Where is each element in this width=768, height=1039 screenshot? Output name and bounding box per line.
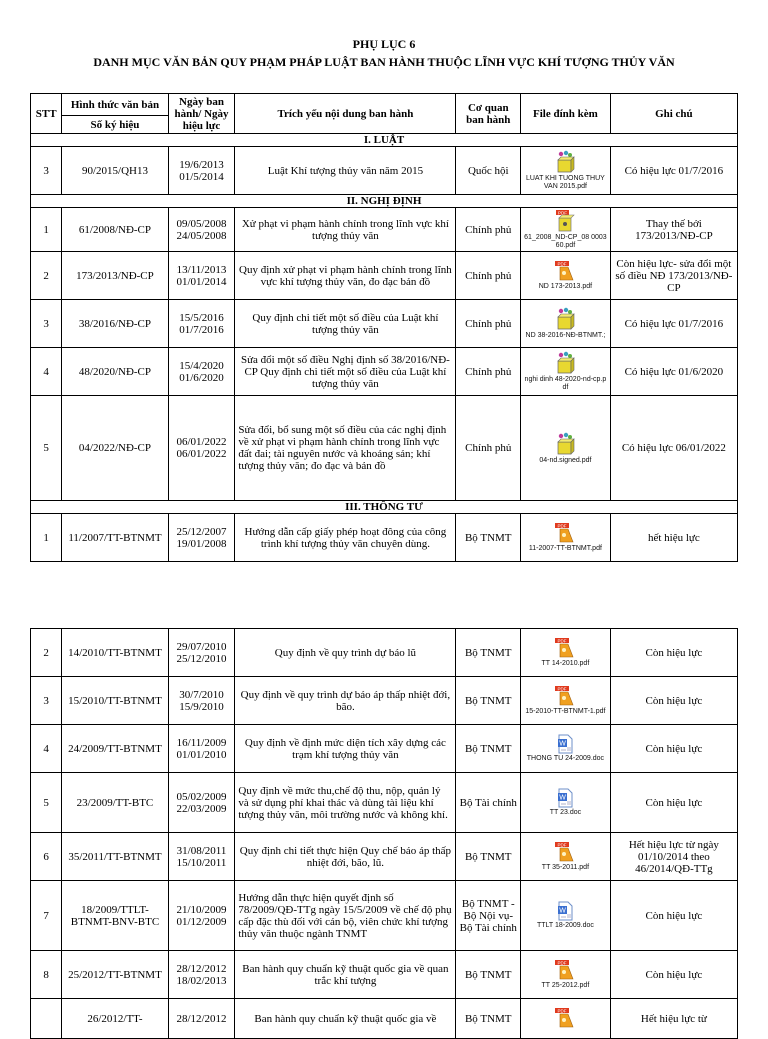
table-row — [31, 208, 738, 252]
attachment-filename: 04-nd.signed.pdf — [539, 456, 592, 464]
row-stt: 6 — [31, 833, 62, 881]
row-stt: 3 — [31, 677, 62, 725]
row-co-quan: Chính phủ — [456, 396, 521, 501]
svg-text:PDF: PDF — [557, 261, 567, 267]
row-trich-yeu: Quy định về định mức diện tích xây dựng các trạm khí tượng thủy văn — [235, 725, 456, 773]
row-co-quan: Bộ TNMT — [456, 833, 521, 881]
row-file — [521, 514, 611, 562]
row-so-ky-hieu: 38/2016/NĐ-CP — [62, 300, 168, 348]
attachment-filename: LUAT KHI TUONG THUY VAN 2015.pdf — [525, 175, 605, 190]
svg-text:PDF: PDF — [558, 210, 568, 216]
row-trich-yeu: Quy định về quy trình dự báo áp thấp nhiệt đới, bão. — [235, 677, 456, 725]
row-trich-yeu: Sửa đổi, bổ sung một số điều của các nghị định về xử phạt vi phạm hành chính trong lĩnh vực đất đai; tài nguyên nước và khoáng sản; khí tượng thủy văn; đo đạc và bản đồ — [235, 396, 456, 501]
row-stt: 5 — [31, 396, 62, 501]
row-file — [521, 833, 611, 881]
attachment-link[interactable] — [524, 959, 607, 990]
table-row — [31, 951, 738, 999]
row-trich-yeu: Ban hành quy chuẩn kỹ thuật quốc gia về quan trắc khí tượng — [235, 951, 456, 999]
row-ngay: 09/05/2008 24/05/2008 — [168, 208, 235, 252]
word-doc-icon — [555, 901, 575, 921]
table-row — [31, 514, 738, 562]
row-ngay: 19/6/2013 01/5/2014 — [168, 147, 235, 195]
row-co-quan: Bộ Tài chính — [456, 773, 521, 833]
row-file — [521, 252, 611, 300]
document-table-1 — [30, 93, 738, 562]
row-ghi-chu: Có hiệu lực 06/01/2022 — [610, 396, 737, 501]
row-ghi-chu: Thay thế bởi 173/2013/NĐ-CP — [610, 208, 737, 252]
page-title: PHỤ LỤC 6 — [352, 37, 416, 51]
row-ngay: 06/01/2022 06/01/2022 — [168, 396, 235, 501]
attachment-link[interactable] — [524, 307, 607, 340]
attachment-filename: 11-2007-TT-BTNMT.pdf — [528, 545, 602, 552]
svg-text:PDF: PDF — [557, 842, 567, 848]
pdf-icon — [553, 959, 577, 981]
word-doc-icon — [555, 788, 575, 808]
table-row — [31, 725, 738, 773]
row-trich-yeu: Quy định chi tiết một số điều của Luật khí tượng thủy văn — [235, 300, 456, 348]
row-ghi-chu: Còn hiệu lực- sửa đổi một số điều NĐ 173/2013/NĐ-CP — [610, 252, 737, 300]
row-file — [521, 147, 611, 195]
row-so-ky-hieu: 90/2015/QH13 — [62, 147, 168, 195]
attachment-link[interactable] — [524, 432, 607, 465]
header-trich-yeu: Trích yếu nội dung ban hành — [235, 94, 456, 134]
row-file — [521, 629, 611, 677]
svg-text:PDF: PDF — [557, 638, 567, 644]
attachment-filename: THONG TU 24-2009.doc — [526, 755, 605, 762]
row-trich-yeu: Luật Khí tượng thủy văn năm 2015 — [235, 147, 456, 195]
row-file — [521, 725, 611, 773]
row-co-quan: Chính phủ — [456, 300, 521, 348]
row-trich-yeu: Xử phạt vi phạm hành chính trong lĩnh vực khí tượng thủy văn — [235, 208, 456, 252]
attachment-link[interactable] — [524, 734, 607, 763]
row-stt: 1 — [31, 514, 62, 562]
header-ngay: Ngày ban hành/ Ngày hiệu lực — [168, 94, 235, 134]
attachment-filename: 61_2008_ND-CP_08 000360.pdf — [524, 234, 607, 249]
row-so-ky-hieu: 14/2010/TT-BTNMT — [62, 629, 168, 677]
table-row — [31, 348, 738, 396]
row-ghi-chu: Còn hiệu lực — [610, 773, 737, 833]
header-so-ky-hieu: Số ký hiệu — [62, 116, 168, 134]
row-trich-yeu: Hướng dẫn cấp giấy phép hoạt đông của công trình khí tượng thủy văn chuyên dùng. — [235, 514, 456, 562]
row-file — [521, 773, 611, 833]
table-row — [31, 252, 738, 300]
svg-text:W: W — [559, 907, 567, 915]
row-ngay: 16/11/2009 01/01/2010 — [168, 725, 235, 773]
row-trich-yeu: Quy định về mức thu,chế độ thu, nộp, quản lý và sử dụng phí khai thác và dùng tài liệu khí tượng thủy văn, môi trường nước và không khí. — [235, 773, 456, 833]
row-ngay: 05/02/2009 22/03/2009 — [168, 773, 235, 833]
row-ngay: 31/08/2011 15/10/2011 — [168, 833, 235, 881]
row-stt: 4 — [31, 725, 62, 773]
row-so-ky-hieu: 25/2012/TT-BTNMT — [62, 951, 168, 999]
row-ngay: 25/12/2007 19/01/2008 — [168, 514, 235, 562]
row-stt — [31, 999, 62, 1039]
row-file — [521, 999, 611, 1039]
table-row — [31, 881, 738, 951]
row-ghi-chu: Còn hiệu lực — [610, 951, 737, 999]
row-ngay: 21/10/2009 01/12/2009 — [168, 881, 235, 951]
row-co-quan: Bộ TNMT — [456, 514, 521, 562]
row-ghi-chu: Còn hiệu lực — [610, 677, 737, 725]
table-row — [31, 999, 738, 1039]
row-ngay: 29/07/2010 25/12/2010 — [168, 629, 235, 677]
attachment-filename: nghi dinh 48-2020-nd-cp.pdf — [524, 376, 607, 391]
row-ngay: 15/5/2016 01/7/2016 — [168, 300, 235, 348]
section-row — [31, 134, 738, 147]
row-so-ky-hieu: 18/2009/TTLT-BTNMT-BNV-BTC — [62, 881, 168, 951]
pdf-icon — [553, 685, 577, 707]
row-trich-yeu: Hướng dẫn thực hiện quyết định số 78/2009/QĐ-TTg ngày 15/5/2009 về chế độ phụ cấp đặc thù đối với cán bộ, viên chức khí tượng thủy văn thuộc ngành TNMT — [235, 881, 456, 951]
header-co-quan: Cơ quan ban hành — [456, 94, 521, 134]
table-row — [31, 147, 738, 195]
row-co-quan: Bộ TNMT — [456, 725, 521, 773]
attachment-link[interactable] — [524, 901, 607, 930]
package-icon — [552, 150, 578, 174]
attachment-filename: TT 35-2011.pdf — [541, 864, 590, 871]
table-row — [31, 773, 738, 833]
row-so-ky-hieu: 24/2009/TT-BTNMT — [62, 725, 168, 773]
row-stt: 8 — [31, 951, 62, 999]
attachment-filename: TTLT 18-2009.doc — [536, 922, 594, 929]
row-stt: 5 — [31, 773, 62, 833]
row-ghi-chu: hết hiệu lực — [610, 514, 737, 562]
attachment-link[interactable] — [524, 522, 607, 553]
word-doc-icon — [555, 734, 575, 754]
row-stt: 3 — [31, 147, 62, 195]
table-row — [31, 300, 738, 348]
row-ghi-chu: Có hiệu lực 01/6/2020 — [610, 348, 737, 396]
row-file — [521, 300, 611, 348]
attachment-filename: ND 38-2016-NĐ-BTNMT.; — [525, 332, 606, 339]
svg-text:PDF: PDF — [557, 1008, 567, 1014]
row-so-ky-hieu: 23/2009/TT-BTC — [62, 773, 168, 833]
attachment-link[interactable] — [524, 209, 607, 250]
row-so-ky-hieu: 173/2013/NĐ-CP — [62, 252, 168, 300]
row-co-quan: Chính phủ — [456, 348, 521, 396]
svg-text:PDF: PDF — [557, 960, 567, 966]
row-file — [521, 951, 611, 999]
pdf-package-icon — [553, 209, 577, 233]
attachment-link[interactable] — [524, 637, 607, 668]
attachment-link[interactable] — [524, 685, 607, 716]
row-stt: 2 — [31, 629, 62, 677]
row-so-ky-hieu: 26/2012/TT- — [62, 999, 168, 1039]
row-ghi-chu: Có hiệu lực 01/7/2016 — [610, 147, 737, 195]
row-ngay: 30/7/2010 15/9/2010 — [168, 677, 235, 725]
row-ngay: 13/11/2013 01/01/2014 — [168, 252, 235, 300]
row-so-ky-hieu: 15/2010/TT-BTNMT — [62, 677, 168, 725]
row-ngay: 28/12/2012 18/02/2013 — [168, 951, 235, 999]
package-icon — [552, 307, 578, 331]
row-trich-yeu: Ban hành quy chuẩn kỹ thuật quốc gia về — [235, 999, 456, 1039]
attachment-filename: TT 23.doc — [549, 809, 582, 816]
row-ghi-chu: Hết hiệu lực từ — [610, 999, 737, 1039]
row-ghi-chu: Còn hiệu lực — [610, 725, 737, 773]
attachment-filename: TT 14-2010.pdf — [541, 660, 590, 667]
header-stt: STT — [31, 94, 62, 134]
row-trich-yeu: Quy định về quy trình dự báo lũ — [235, 629, 456, 677]
svg-text:PDF: PDF — [557, 686, 567, 692]
table-row — [31, 396, 738, 501]
table-row — [31, 677, 738, 725]
row-trich-yeu: Quy định chi tiết thực hiện Quy chế báo áp thấp nhiệt đới, bão, lũ. — [235, 833, 456, 881]
svg-text:W: W — [559, 794, 567, 802]
attachment-link[interactable] — [524, 1007, 607, 1030]
row-file — [521, 677, 611, 725]
section-row — [31, 195, 738, 208]
attachment-filename: 15-2010-TT-BTNMT-1.pdf — [525, 708, 606, 715]
attachment-link[interactable] — [524, 260, 607, 291]
row-so-ky-hieu: 11/2007/TT-BTNMT — [62, 514, 168, 562]
pdf-icon — [553, 841, 577, 863]
row-co-quan: Quốc hội — [456, 147, 521, 195]
package-icon — [552, 351, 578, 375]
pdf-icon — [553, 637, 577, 659]
svg-text:W: W — [559, 740, 567, 748]
svg-text:PDF: PDF — [557, 523, 567, 529]
document-table-2 — [30, 628, 738, 1039]
row-ghi-chu: Còn hiệu lực — [610, 881, 737, 951]
package-icon — [552, 432, 578, 456]
row-so-ky-hieu: 48/2020/NĐ-CP — [62, 348, 168, 396]
row-ghi-chu: Hết hiệu lực từ ngày 01/10/2014 theo 46/2014/QĐ-TTg — [610, 833, 737, 881]
row-trich-yeu: Sửa đổi một số điều Nghị định số 38/2016/NĐ-CP Quy định chi tiết một số điều của Luật khí tượng thủy văn — [235, 348, 456, 396]
section-row — [31, 501, 738, 514]
row-file — [521, 396, 611, 501]
attachment-filename: ND 173-2013.pdf — [538, 283, 593, 290]
row-stt: 4 — [31, 348, 62, 396]
row-co-quan: Bộ TNMT - Bộ Nội vụ- Bộ Tài chính — [456, 881, 521, 951]
section-heading: III. THÔNG TƯ — [31, 501, 738, 514]
row-ngay: 28/12/2012 — [168, 999, 235, 1039]
table-row — [31, 629, 738, 677]
row-stt: 7 — [31, 881, 62, 951]
pdf-icon — [553, 522, 577, 544]
pdf-icon — [553, 260, 577, 282]
row-trich-yeu: Quy định xử phạt vi phạm hành chính trong lĩnh vực khí tượng thủy văn, đo đạc bản đồ — [235, 252, 456, 300]
row-co-quan: Chính phủ — [456, 208, 521, 252]
row-ghi-chu: Có hiệu lực 01/7/2016 — [610, 300, 737, 348]
row-so-ky-hieu: 04/2022/NĐ-CP — [62, 396, 168, 501]
row-co-quan: Bộ TNMT — [456, 629, 521, 677]
table-row — [31, 833, 738, 881]
row-so-ky-hieu: 35/2011/TT-BTNMT — [62, 833, 168, 881]
attachment-link[interactable] — [524, 150, 607, 191]
header-hinh-thuc: Hình thức văn bản — [62, 94, 168, 116]
attachment-link[interactable] — [524, 788, 607, 817]
row-file — [521, 348, 611, 396]
row-co-quan: Bộ TNMT — [456, 677, 521, 725]
row-co-quan: Chính phủ — [456, 252, 521, 300]
row-stt: 1 — [31, 208, 62, 252]
header-file: File đính kèm — [521, 94, 611, 134]
attachment-link[interactable] — [524, 351, 607, 392]
row-ghi-chu: Còn hiệu lực — [610, 629, 737, 677]
attachment-filename: TT 25-2012.pdf — [541, 982, 590, 989]
row-so-ky-hieu: 61/2008/NĐ-CP — [62, 208, 168, 252]
row-co-quan: Bộ TNMT — [456, 951, 521, 999]
row-stt: 3 — [31, 300, 62, 348]
page-subtitle: DANH MỤC VĂN BẢN QUY PHẠM PHÁP LUẬT BAN HÀNH THUỘC LĨNH VỰC KHÍ TƯỢNG THỦY VĂN — [93, 55, 675, 69]
row-stt: 2 — [31, 252, 62, 300]
attachment-link[interactable] — [524, 841, 607, 872]
row-file — [521, 881, 611, 951]
row-ngay: 15/4/2020 01/6/2020 — [168, 348, 235, 396]
row-file — [521, 208, 611, 252]
header-ghi-chu: Ghi chú — [610, 94, 737, 134]
pdf-icon — [553, 1007, 577, 1029]
section-heading: I. LUẬT — [31, 134, 738, 147]
section-heading: II. NGHỊ ĐỊNH — [31, 195, 738, 208]
row-co-quan: Bộ TNMT — [456, 999, 521, 1039]
